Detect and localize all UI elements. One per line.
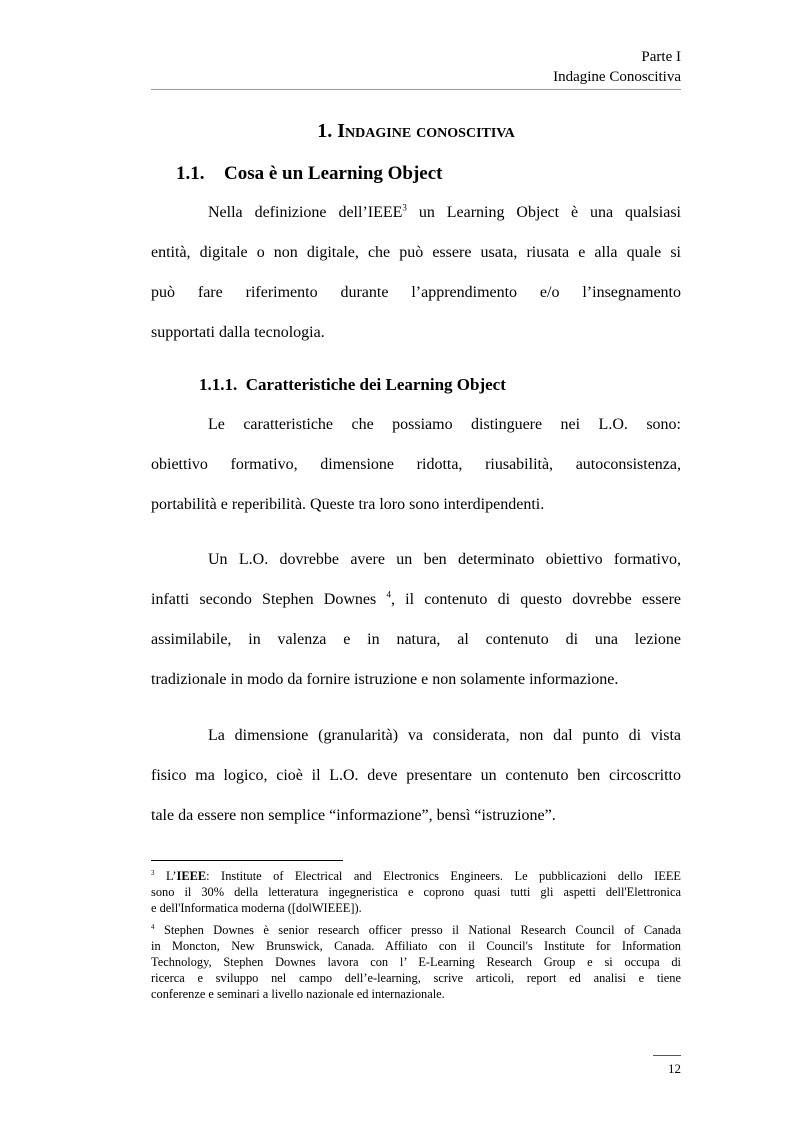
section-title: Cosa è un Learning Object bbox=[224, 163, 443, 184]
p2-line-2: obiettivo formativo, dimensione ridotta, riusabilità, autoconsistenza, bbox=[151, 456, 681, 473]
p1-line-1: Nella definizione dell’IEEE$^3$ un Learning Object è una qualsiasi bbox=[208, 202, 681, 221]
chapter-title: Indagine conoscitiva bbox=[337, 120, 515, 142]
footnote-3-line-1: $^3$ L’IEEE: Institute of Electrical and Electronics Engineers. Le pubblicazioni dello IEEE bbox=[151, 868, 682, 883]
p4-line-2: fisico ma logico, cioè il L.O. deve presentare un contenuto ben circoscritto bbox=[151, 767, 681, 784]
subsection-number: 1.1.1. bbox=[199, 375, 238, 394]
p1-line-4: supportati dalla tecnologia. bbox=[151, 324, 325, 341]
page-number: 12 bbox=[668, 1061, 681, 1076]
subsection-title: Caratteristiche dei Learning Object bbox=[245, 375, 506, 394]
section-number: 1.1. bbox=[176, 163, 205, 184]
running-header-title: Indagine Conoscitiva bbox=[553, 69, 681, 85]
page-number-rule bbox=[653, 1055, 681, 1056]
footnote-4-line-1: $^4$ Stephen Downes è senior research officer presso il National Research Council of Canada bbox=[151, 922, 681, 937]
footnote-ref-3: 3 bbox=[402, 202, 407, 213]
footnote-3-line-2: sono il 30% della letteratura ingegneristica e coprono quasi tutti gli aspetti dell'Elettronica bbox=[151, 885, 681, 899]
footnote-3-line-3: e dell'Informatica moderna ([dolWIEEE]). bbox=[151, 901, 362, 915]
p1-line-3: può fare riferimento durante l’apprendimento e/o l’insegnamento bbox=[151, 284, 681, 301]
p4-line-1: La dimensione (granularità) va considerata, non dal punto di vista bbox=[208, 727, 681, 744]
p2-line-3: portabilità e reperibilità. Queste tra loro sono interdipendenti. bbox=[151, 496, 545, 513]
p3-line-3: assimilabile, in valenza e in natura, al contenuto di una lezione bbox=[151, 631, 681, 648]
subsection-heading bbox=[199, 375, 506, 395]
footnote-marker-3: 3 bbox=[151, 868, 155, 877]
section-heading bbox=[176, 163, 443, 185]
footnote-4-line-4: ricerca e sviluppo nel campo dell’e-learning, scrive articoli, report ed analisi e tiene bbox=[151, 971, 681, 985]
p4-line-3: tale da essere non semplice “informazione”, bensì “istruzione”. bbox=[151, 807, 556, 824]
p3-line-1: Un L.O. dovrebbe avere un ben determinato obiettivo formativo, bbox=[208, 551, 681, 568]
p1-line-2: entità, digitale o non digitale, che può essere usata, riusata e alla quale si bbox=[151, 244, 681, 261]
header-rule bbox=[151, 89, 681, 90]
footnote-ref-4: 4 bbox=[386, 589, 391, 600]
footnote-marker-4: 4 bbox=[151, 922, 155, 931]
footnote-4-line-3: Technology, Stephen Downes lavora con l’ E-Learning Research Group e si occupa di bbox=[151, 955, 681, 969]
running-header-part: Parte I bbox=[641, 49, 681, 65]
footnote-4-line-5: conferenze e seminari a livello nazionale ed internazionale. bbox=[151, 987, 445, 1001]
chapter-heading bbox=[151, 120, 681, 143]
chapter-number: 1. bbox=[317, 120, 333, 142]
footnote-4-line-2: in Moncton, New Brunswick, Canada. Affiliato con il Council's Institute for Information bbox=[151, 939, 681, 953]
p3-line-2: infatti secondo Stephen Downes $^4$, il contenuto di questo dovrebbe essere bbox=[151, 589, 682, 608]
p3-line-4: tradizionale in modo da fornire istruzione e non solamente informazione. bbox=[151, 671, 619, 688]
p2-line-1: Le caratteristiche che possiamo distinguere nei L.O. sono: bbox=[208, 416, 681, 433]
footnote-rule bbox=[151, 860, 343, 861]
